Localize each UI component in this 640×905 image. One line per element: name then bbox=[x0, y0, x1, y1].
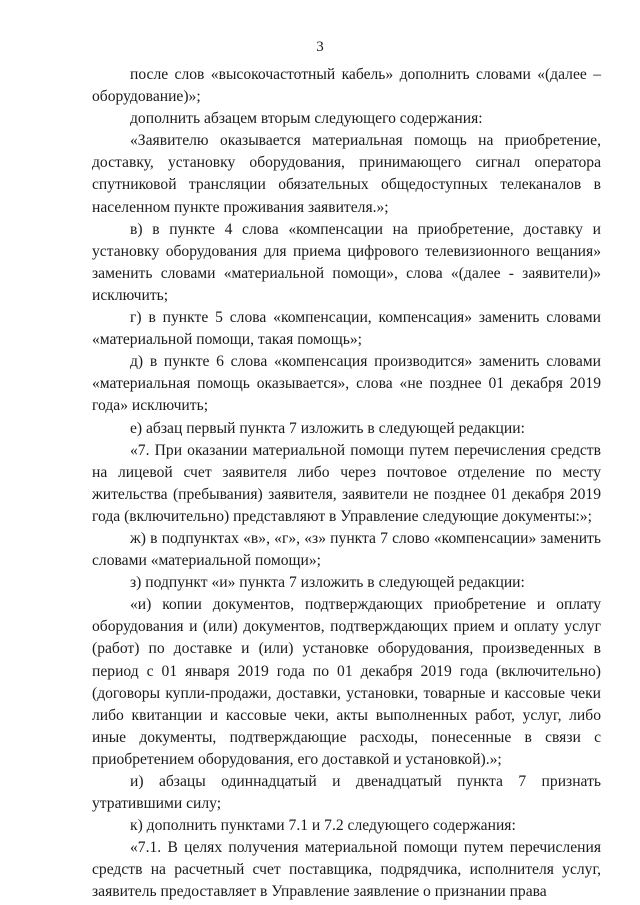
paragraph: е) абзац первый пункта 7 изложить в следующей редакции: bbox=[130, 419, 525, 437]
paragraph: ж) в подпунктах «в», «г», «з» пункта 7 слово «компенсации» заменить словами «материальной помощи»; bbox=[92, 529, 601, 570]
paragraph: г) в пункте 5 слова «компенсации, компенсация» заменить словами «материальной помощи, такая помощь»; bbox=[92, 309, 601, 349]
paragraph: и) абзацы одиннадцатый и двенадцатый пункта 7 признать утратившими силу; bbox=[92, 773, 601, 813]
paragraph: д) в пункте 6 слова «компенсация производится» заменить словами «материальная помощь оказывается», слова «не позднее 01 декабря 2019 года» исключить; bbox=[92, 353, 601, 415]
paragraph: «и) копии документов, подтверждающих приобретение и оплату оборудования и (или) документов, подтверждающих прием и оплату услуг (работ) по доставке и (или) установке оборудования, произведенных в период с 01 января 2019 года по 01 декабря 2019 года (включительно) (договоры купли-продажи, доставки, установки, товарные и кассовые чеки либо квитанции и кассовые чеки, акты выполненных работ, услуг, либо иные документы, подтверждающие расходы, понесенные в связи с приобретением оборудования, его доставкой и установкой).»; bbox=[92, 596, 601, 768]
document-body bbox=[92, 64, 601, 904]
paragraph: «7. При оказании материальной помощи путем перечисления средств на лицевой счет заявителя либо через почтовое отделение по месту жительства (пребывания) заявителя, заявители не позднее 01 декабря 2019 года (включительно) представляют в Управление следующие документы:»; bbox=[92, 441, 601, 525]
paragraph: «7.1. В целях получения материальной помощи путем перечисления средств на расчетный счет поставщика, подрядчика, исполнителя услуг, заявитель предоставляет в Управление заявление о признании права bbox=[92, 839, 601, 901]
paragraph: дополнить абзацем вторым следующего содержания: bbox=[130, 110, 483, 128]
paragraph: к) дополнить пунктами 7.1 и 7.2 следующего содержания: bbox=[130, 817, 516, 835]
paragraph: после слов «высокочастотный кабель» дополнить словами «(далее – оборудование)»; bbox=[92, 66, 601, 106]
page-number: 3 bbox=[316, 39, 324, 55]
paragraph: з) подпункт «и» пункта 7 изложить в следующей редакции: bbox=[130, 574, 525, 592]
paragraph: в) в пункте 4 слова «компенсации на приобретение, доставку и установку оборудования для приема цифрового телевизионного вещания» заменить словами «материальной помощи», слова «(далее - заявители)» исключить; bbox=[92, 220, 601, 304]
paragraph: «Заявителю оказывается материальная помощь на приобретение, доставку, установку оборудования, принимающего сигнал оператора спутниковой трансляции обязательных общедоступных телеканалов в населенном пункте проживания заявителя.»; bbox=[92, 132, 601, 216]
